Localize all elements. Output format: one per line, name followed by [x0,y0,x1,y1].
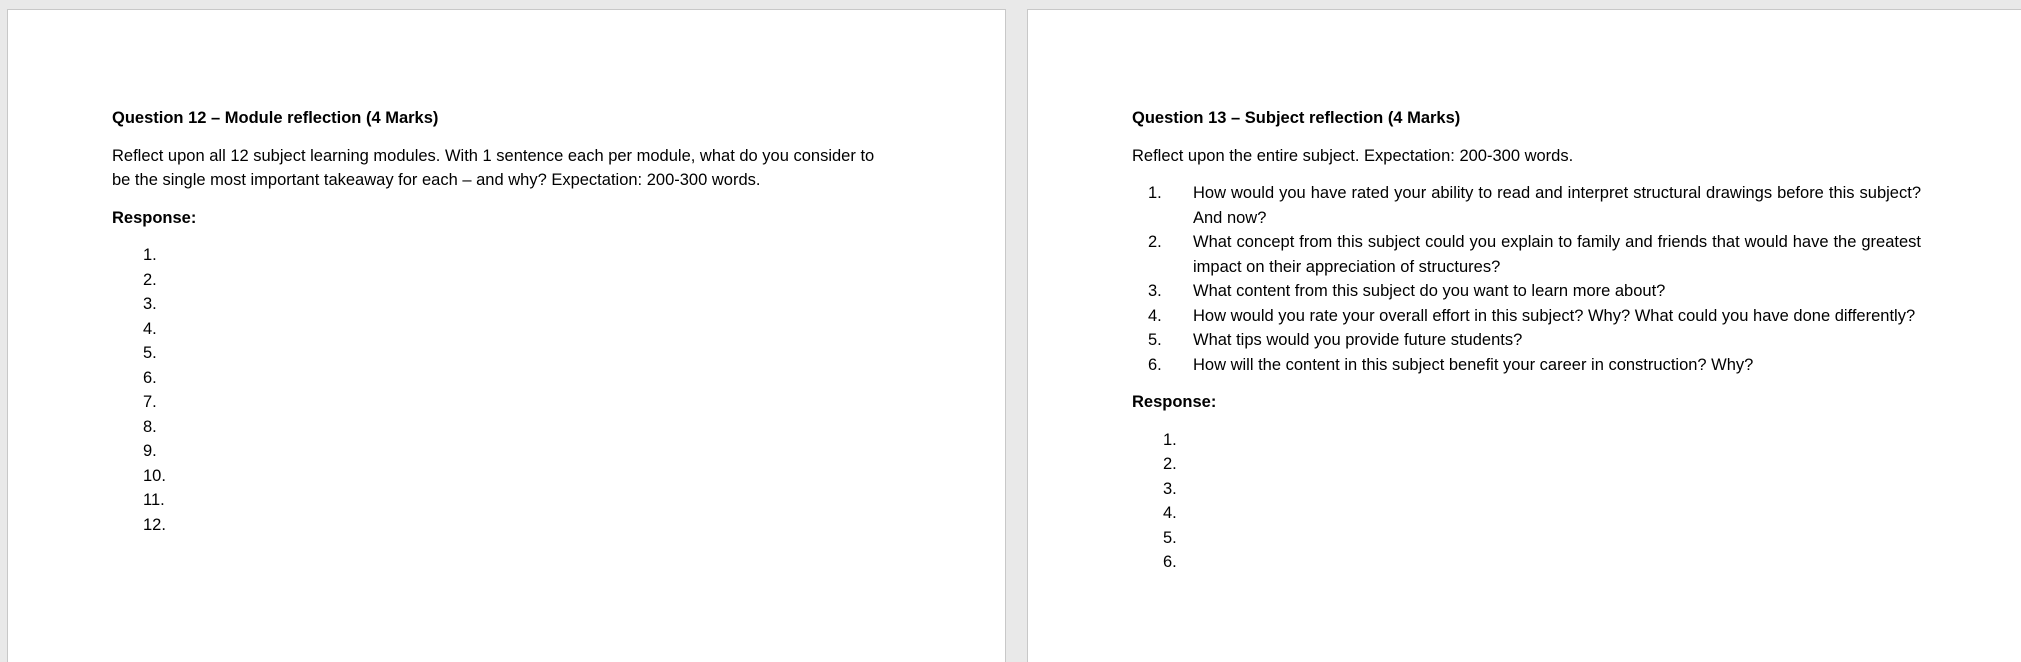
response-list [1132,428,1921,575]
response-item[interactable]: 11. [143,491,165,509]
question-text: How would you have rated your ability to read and interpret structural drawings before this subject? And now? [1193,184,1921,227]
response-item[interactable]: 3. [1163,479,1177,498]
reflection-question [1132,304,1921,329]
response-item[interactable]: 6. [1163,553,1177,571]
question-text: What tips would you provide future students? [1193,331,1523,349]
question-text: What concept from this subject could you explain to family and friends that would have the greatest impact on their appreciation of structures? [1193,233,1921,276]
response-item[interactable]: 2. [143,270,157,289]
reflection-question [1132,328,1921,353]
reflection-question [1132,279,1921,304]
question-13-heading: Question 13 – Subject reflection (4 Marks) [1132,109,1461,127]
instructions-line-2: be the single most important takeaway for each – and why? Expectation: 200-300 words. [112,171,761,189]
question-number: 4. [1148,306,1162,325]
question-text: What content from this subject do you want to learn more about? [1193,282,1666,300]
question-text: How would you rate your overall effort in this subject? Why? What could you have done differently? [1193,306,1916,325]
response-item[interactable]: 8. [143,417,157,436]
question-12-heading: Question 12 – Module reflection (4 Marks) [112,109,439,127]
response-item[interactable]: 1. [1163,430,1177,449]
response-label: Response: [1132,393,1217,411]
question-13-instructions: Reflect upon the entire subject. Expectation: 200-300 words. [1132,146,1574,165]
page-content [1132,106,1921,575]
question-number: 1. [1148,184,1162,202]
question-number: 5. [1148,331,1162,349]
response-item[interactable]: 10. [143,466,166,485]
response-item[interactable]: 3. [143,295,157,313]
response-item[interactable]: 7. [143,393,157,411]
document-page-left[interactable] [7,9,1006,662]
question-text: How will the content in this subject benefit your career in construction? Why? [1193,355,1754,374]
response-item[interactable]: 4. [143,319,157,338]
response-item[interactable]: 2. [1163,455,1177,473]
response-item[interactable]: 5. [143,344,157,362]
response-list [112,243,912,537]
response-label: Response: [112,208,197,227]
reflection-question [1132,353,1921,378]
reflection-question [1132,230,1921,279]
question-number: 3. [1148,282,1162,300]
response-item[interactable]: 1. [143,246,157,264]
question-number: 6. [1148,355,1162,374]
instructions-line-1: Reflect upon all 12 subject learning modules. With 1 sentence each per module, what do you consider to [112,146,875,165]
response-item[interactable]: 4. [1163,504,1177,522]
document-page-right[interactable] [1027,9,2021,662]
question-number: 2. [1148,233,1162,251]
response-item[interactable]: 5. [1163,528,1177,547]
response-item[interactable]: 12. [143,515,166,534]
response-item[interactable]: 6. [143,368,157,387]
reflection-questions-list [1132,181,1921,377]
page-content [112,106,912,537]
response-item[interactable]: 9. [143,442,157,460]
question-12-instructions [112,144,912,193]
reflection-question [1132,181,1921,230]
